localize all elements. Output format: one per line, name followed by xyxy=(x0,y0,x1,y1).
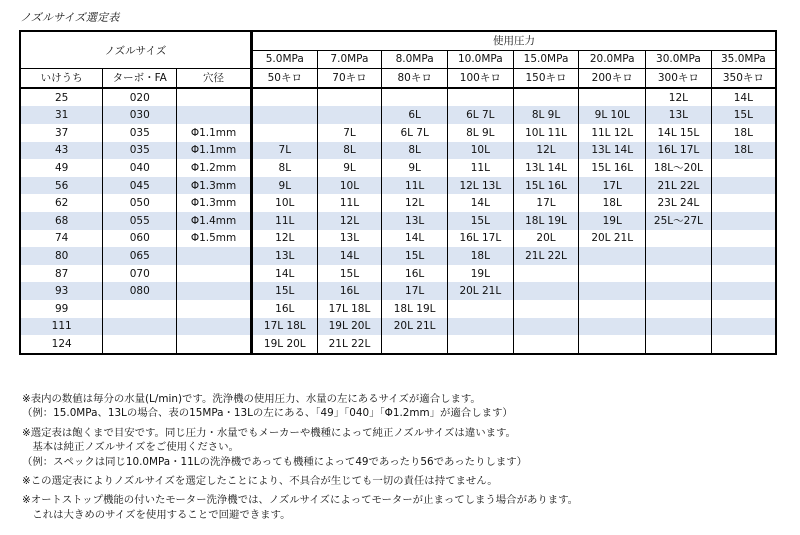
nozzle-column-header: 穴径 xyxy=(177,69,252,88)
page-title: ノズルサイズ選定表 xyxy=(20,11,120,24)
flow-cell xyxy=(317,88,382,107)
flow-cell: 7L xyxy=(251,142,317,160)
flow-cell: 8L xyxy=(382,142,448,160)
weight-header: 300キロ xyxy=(646,69,712,88)
nozzle-cell: 124 xyxy=(51,337,72,350)
flow-cell xyxy=(646,318,712,336)
nozzle-cell: 87 xyxy=(54,267,69,280)
table-row xyxy=(20,159,776,177)
flow-cell xyxy=(711,282,776,300)
flow-cell: 6L 7L xyxy=(447,106,513,124)
flow-cell xyxy=(513,265,579,283)
flow-cell xyxy=(711,300,776,318)
nozzle-cell: 030 xyxy=(103,106,177,124)
flow-cell: 10L 11L xyxy=(513,124,579,142)
nozzle-cell: 060 xyxy=(103,230,177,248)
flow-cell: 18L～20L xyxy=(646,159,712,177)
flow-cell: 21L 22L xyxy=(513,247,579,265)
nozzle-cell xyxy=(177,335,252,354)
flow-cell xyxy=(579,300,646,318)
column-header-row xyxy=(20,69,776,88)
flow-cell xyxy=(579,265,646,283)
note-line: （例：15.0MPa、13Lの場合、表の15MPa・13Lの左にある、「49」「040」「Φ1.2mm」が適合します） xyxy=(22,407,513,420)
flow-cell: 11L xyxy=(251,212,317,230)
note-line: ※表内の数値は毎分の水量(L/min)です。洗浄機の使用圧力、水量の左にあるサイズが適合します。 xyxy=(22,393,481,405)
flow-cell xyxy=(579,282,646,300)
pressure-header: 5.0MPa xyxy=(251,50,317,69)
flow-cell xyxy=(579,335,646,354)
flow-cell xyxy=(382,88,448,107)
nozzle-cell: 070 xyxy=(103,265,177,283)
flow-cell xyxy=(646,230,712,248)
weight-header: 50キロ xyxy=(251,69,317,88)
nozzle-cell: Φ1.3mm xyxy=(177,177,252,195)
nozzle-cell xyxy=(177,282,252,300)
nozzle-cell: 43 xyxy=(20,142,103,160)
nozzle-cell: Φ1.1mm xyxy=(177,124,252,142)
nozzle-cell: 25 xyxy=(54,91,69,104)
weight-header: 200キロ xyxy=(579,69,646,88)
nozzle-cell: Φ1.5mm xyxy=(177,230,252,248)
flow-cell: 18L xyxy=(447,247,513,265)
flow-cell: 7L xyxy=(317,124,382,142)
flow-cell: 17L 18L xyxy=(251,318,317,336)
flow-cell: 17L 18L xyxy=(317,300,382,318)
table-row xyxy=(20,318,776,336)
flow-cell: 12L xyxy=(513,142,579,160)
flow-cell: 18L 19L xyxy=(513,212,579,230)
nozzle-cell xyxy=(177,300,252,318)
flow-cell: 12L xyxy=(646,88,712,107)
pressure-header: 7.0MPa xyxy=(317,50,382,69)
note-line: 基本は純正ノズルサイズをご使用ください。 xyxy=(22,441,239,454)
nozzle-cell: 49 xyxy=(54,161,69,174)
table-row xyxy=(20,194,776,212)
flow-cell xyxy=(447,88,513,107)
flow-cell: 18L xyxy=(579,194,646,212)
pressure-group-header: 使用圧力 xyxy=(251,31,776,50)
flow-cell: 8L xyxy=(278,161,292,174)
nozzle-column-header: いけうち xyxy=(20,69,103,88)
flow-cell: 9L xyxy=(317,159,382,177)
flow-cell: 21L 22L xyxy=(317,335,382,354)
flow-cell xyxy=(711,212,776,230)
flow-cell: 9L xyxy=(382,159,448,177)
flow-cell xyxy=(513,88,579,107)
flow-cell: 25L～27L xyxy=(646,212,712,230)
flow-cell: 6L xyxy=(382,106,448,124)
flow-cell xyxy=(251,106,317,124)
note-line: ※この選定表によりノズルサイズを選定したことにより、不具合が生じても一切の責任は持てません。 xyxy=(22,475,498,488)
pressure-header: 15.0MPa xyxy=(513,50,579,69)
nozzle-cell xyxy=(177,247,252,265)
nozzle-cell: 040 xyxy=(103,159,177,177)
note-paragraph xyxy=(22,493,578,522)
flow-cell: 13L 14L xyxy=(513,159,579,177)
pressure-header: 35.0MPa xyxy=(711,50,776,69)
flow-cell: 9L xyxy=(251,177,317,195)
flow-cell: 13L xyxy=(646,106,712,124)
flow-cell: 20L xyxy=(513,230,579,248)
flow-cell: 11L 12L xyxy=(579,124,646,142)
flow-cell xyxy=(579,88,646,107)
nozzle-cell: 74 xyxy=(54,232,69,245)
flow-cell: 17L xyxy=(382,282,448,300)
nozzle-cell xyxy=(177,88,252,107)
flow-cell: 10L xyxy=(275,197,295,210)
flow-cell: 11L xyxy=(382,177,448,195)
flow-cell: 18L xyxy=(711,142,776,160)
flow-cell: 14L xyxy=(447,194,513,212)
flow-cell xyxy=(317,106,382,124)
flow-cell: 20L 21L xyxy=(447,282,513,300)
nozzle-size-group-header: ノズルサイズ xyxy=(20,31,251,69)
flow-cell xyxy=(711,159,776,177)
table-row xyxy=(20,247,776,265)
flow-cell xyxy=(646,265,712,283)
table-row xyxy=(20,88,776,107)
flow-cell: 10L xyxy=(317,177,382,195)
table-row xyxy=(20,212,776,230)
weight-header: 150キロ xyxy=(513,69,579,88)
flow-cell xyxy=(711,177,776,195)
flow-cell: 14L xyxy=(382,230,448,248)
flow-cell: 19L 20L xyxy=(263,337,306,350)
note-line: ※オートストップ機能の付いたモーター洗浄機では、ノズルサイズによってモーターが止まってしまう場合があります。 xyxy=(22,494,579,507)
flow-cell: 13L xyxy=(251,247,317,265)
weight-header: 100キロ xyxy=(447,69,513,88)
flow-cell: 12L xyxy=(317,212,382,230)
flow-cell: 20L 21L xyxy=(382,318,448,336)
flow-cell: 13L xyxy=(317,230,382,248)
flow-cell: 15L xyxy=(251,282,317,300)
nozzle-cell: Φ1.4mm xyxy=(177,212,252,230)
flow-cell: 15L 16L xyxy=(513,177,579,195)
flow-cell: 18L xyxy=(711,124,776,142)
flow-cell: 12L 13L xyxy=(447,177,513,195)
flow-cell: 15L xyxy=(317,265,382,283)
flow-cell: 14L 15L xyxy=(646,124,712,142)
flow-cell xyxy=(251,88,317,107)
nozzle-cell xyxy=(177,265,252,283)
weight-header: 70キロ xyxy=(317,69,382,88)
flow-cell xyxy=(513,282,579,300)
flow-cell: 17L xyxy=(579,177,646,195)
nozzle-cell: 045 xyxy=(103,177,177,195)
flow-cell: 17L xyxy=(513,194,579,212)
table-row xyxy=(20,230,776,248)
flow-cell: 19L xyxy=(579,212,646,230)
nozzle-cell: 035 xyxy=(103,142,177,160)
flow-cell: 19L 20L xyxy=(317,318,382,336)
nozzle-cell: Φ1.2mm xyxy=(177,159,252,177)
nozzle-cell: 050 xyxy=(103,194,177,212)
flow-cell: 18L 19L xyxy=(382,300,448,318)
note-paragraph xyxy=(22,426,578,469)
weight-header: 80キロ xyxy=(382,69,448,88)
nozzle-cell: 68 xyxy=(20,212,103,230)
weight-header: 350キロ xyxy=(711,69,776,88)
flow-cell: 16L xyxy=(275,302,295,315)
nozzle-selection-table xyxy=(19,30,777,355)
flow-cell: 15L 16L xyxy=(579,159,646,177)
nozzle-cell: 37 xyxy=(54,126,69,139)
note-paragraph xyxy=(22,474,578,488)
table-row xyxy=(20,282,776,300)
flow-cell: 9L 10L xyxy=(579,106,646,124)
flow-cell: 15L xyxy=(447,212,513,230)
table-row xyxy=(20,335,776,354)
nozzle-cell: 62 xyxy=(54,197,69,210)
flow-cell xyxy=(579,247,646,265)
flow-cell xyxy=(513,300,579,318)
note-line: （例：スペックは同じ10.0MPa・11Lの洗浄機であっても機種によって49であったり56であったりします） xyxy=(22,455,528,468)
flow-cell: 21L 22L xyxy=(646,177,712,195)
flow-cell: 13L xyxy=(382,212,448,230)
flow-cell xyxy=(711,335,776,354)
nozzle-cell xyxy=(177,106,252,124)
flow-cell xyxy=(711,318,776,336)
flow-cell: 10L xyxy=(447,142,513,160)
flow-cell xyxy=(646,282,712,300)
flow-cell: 19L xyxy=(447,265,513,283)
flow-cell: 11L xyxy=(447,159,513,177)
flow-cell: 23L 24L xyxy=(646,194,712,212)
notes xyxy=(22,392,578,527)
nozzle-cell xyxy=(177,318,252,336)
table-row xyxy=(20,142,776,160)
flow-cell xyxy=(646,247,712,265)
flow-cell: 16L xyxy=(382,265,448,283)
flow-cell: 15L xyxy=(382,247,448,265)
note-line: ※選定表は飽くまで目安です。同じ圧力・水量でもメーカーや機種によって純正ノズルサイズは違います。 xyxy=(22,426,516,439)
flow-cell: 13L 14L xyxy=(579,142,646,160)
pressure-header: 20.0MPa xyxy=(579,50,646,69)
flow-cell: 8L 9L xyxy=(513,106,579,124)
table-row xyxy=(20,177,776,195)
flow-cell: 16L 17L xyxy=(447,230,513,248)
table-row xyxy=(20,265,776,283)
flow-cell xyxy=(711,247,776,265)
nozzle-cell: 035 xyxy=(103,124,177,142)
pressure-header: 10.0MPa xyxy=(447,50,513,69)
flow-cell xyxy=(711,230,776,248)
flow-cell: 8L xyxy=(317,142,382,160)
flow-cell xyxy=(513,318,579,336)
flow-cell: 12L xyxy=(382,194,448,212)
note-line: これは大きめのサイズを使用することで回避できます。 xyxy=(22,508,291,521)
flow-cell xyxy=(513,335,579,354)
flow-cell: 8L 9L xyxy=(447,124,513,142)
flow-cell xyxy=(447,300,513,318)
flow-cell: 14L xyxy=(275,267,295,280)
flow-cell xyxy=(711,194,776,212)
flow-cell xyxy=(251,124,317,142)
nozzle-cell xyxy=(103,318,177,336)
flow-cell: 16L 17L xyxy=(646,142,712,160)
nozzle-cell: 99 xyxy=(54,302,69,315)
flow-cell: 16L xyxy=(317,282,382,300)
flow-cell: 12L xyxy=(275,232,295,245)
nozzle-cell: 055 xyxy=(103,212,177,230)
flow-cell: 6L 7L xyxy=(382,124,448,142)
flow-cell: 15L xyxy=(711,106,776,124)
nozzle-cell xyxy=(103,335,177,354)
table-body xyxy=(20,88,776,354)
nozzle-cell: 31 xyxy=(20,106,103,124)
nozzle-cell: Φ1.1mm xyxy=(177,142,252,160)
nozzle-cell xyxy=(103,300,177,318)
flow-cell: 20L 21L xyxy=(579,230,646,248)
pressure-header: 8.0MPa xyxy=(382,50,448,69)
nozzle-column-header: ターボ・FA xyxy=(103,69,177,88)
pressure-header: 30.0MPa xyxy=(646,50,712,69)
nozzle-cell: 080 xyxy=(103,282,177,300)
table-row xyxy=(20,300,776,318)
flow-cell xyxy=(646,335,712,354)
nozzle-cell: 56 xyxy=(20,177,103,195)
flow-cell: 11L xyxy=(317,194,382,212)
flow-cell: 14L xyxy=(317,247,382,265)
flow-cell: 14L xyxy=(711,88,776,107)
nozzle-cell: 111 xyxy=(20,318,103,336)
flow-cell xyxy=(579,318,646,336)
nozzle-cell: Φ1.3mm xyxy=(177,194,252,212)
nozzle-cell: 065 xyxy=(103,247,177,265)
flow-cell xyxy=(447,318,513,336)
flow-cell xyxy=(711,265,776,283)
nozzle-cell: 93 xyxy=(20,282,103,300)
table-row xyxy=(20,124,776,142)
flow-cell xyxy=(447,335,513,354)
note-paragraph xyxy=(22,392,578,421)
table-row xyxy=(20,106,776,124)
flow-cell xyxy=(382,335,448,354)
nozzle-cell: 80 xyxy=(20,247,103,265)
nozzle-cell: 020 xyxy=(103,88,177,107)
flow-cell xyxy=(646,300,712,318)
